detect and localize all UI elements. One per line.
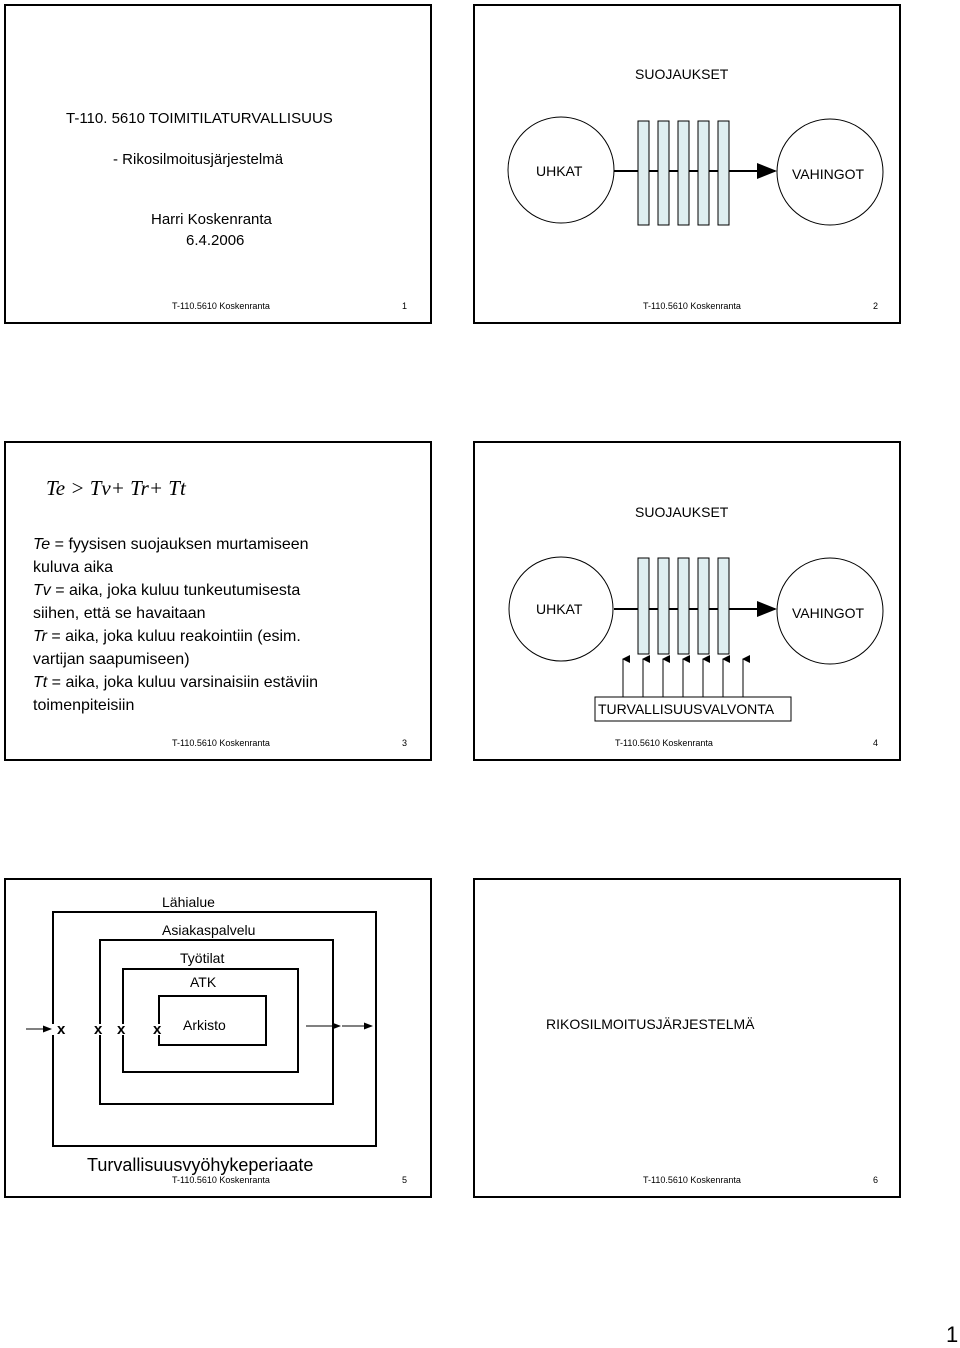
footer-left: T-110.5610 Koskenranta bbox=[615, 738, 713, 748]
definition-line: Tr = aika, joka kuluu reakointiin (esim. bbox=[33, 628, 301, 645]
slide-6 bbox=[473, 878, 901, 1198]
threats-label: UHKAT bbox=[536, 601, 583, 617]
definition-line: Tt = aika, joka kuluu varsinaisiin estäviin bbox=[33, 674, 319, 691]
zone-label-arkisto: Arkisto bbox=[183, 1017, 226, 1033]
protections-label: SUOJAUKSET bbox=[635, 504, 729, 520]
zone-label-atk: ATK bbox=[190, 974, 217, 990]
damages-label: VAHINGOT bbox=[792, 605, 865, 621]
slide-date: 6.4.2006 bbox=[186, 232, 245, 249]
footer-left: T-110.5610 Koskenranta bbox=[172, 1175, 270, 1185]
slide-4 bbox=[473, 441, 901, 761]
protection-bar bbox=[698, 121, 709, 225]
footer-page-number: 4 bbox=[873, 738, 879, 748]
protection-bar bbox=[658, 558, 669, 654]
protection-bar bbox=[678, 121, 689, 225]
footer-left: T-110.5610 Koskenranta bbox=[643, 1175, 741, 1185]
slide-subtitle: - Rikosilmoitusjärjestelmä bbox=[113, 151, 284, 168]
definition-line: kuluva aika bbox=[33, 559, 114, 576]
footer-left: T-110.5610 Koskenranta bbox=[172, 738, 270, 748]
breach-mark: x bbox=[153, 1021, 162, 1038]
definition-line: siihen, että se havaitaan bbox=[33, 605, 206, 622]
footer-page-number: 1 bbox=[402, 301, 408, 311]
footer-left: T-110.5610 Koskenranta bbox=[643, 301, 741, 311]
monitoring-label: TURVALLISUUSVALVONTA bbox=[598, 701, 775, 717]
zone-label-asiakaspalvelu: Asiakaspalvelu bbox=[162, 922, 256, 938]
footer-page-number: 5 bbox=[402, 1175, 408, 1185]
footer-page-number: 3 bbox=[402, 738, 408, 748]
breach-mark: x bbox=[57, 1021, 66, 1038]
slide-3 bbox=[4, 441, 432, 761]
footer-left: T-110.5610 Koskenranta bbox=[172, 301, 270, 311]
diagram-caption: Turvallisuusvyöhykeperiaate bbox=[87, 1155, 314, 1175]
protection-bar bbox=[658, 121, 669, 225]
protections-label: SUOJAUKSET bbox=[635, 66, 729, 82]
slide-author: Harri Koskenranta bbox=[151, 211, 272, 228]
protection-bar bbox=[638, 121, 649, 225]
protection-bar bbox=[718, 558, 729, 654]
protection-bar bbox=[678, 558, 689, 654]
footer-page-number: 2 bbox=[873, 301, 879, 311]
slide-text: RIKOSILMOITUSJÄRJESTELMÄ bbox=[546, 1016, 755, 1032]
damages-label: VAHINGOT bbox=[792, 166, 865, 182]
protection-bar bbox=[718, 121, 729, 225]
protection-bar bbox=[698, 558, 709, 654]
slide-1 bbox=[4, 4, 432, 324]
breach-mark: x bbox=[117, 1021, 126, 1038]
breach-mark: x bbox=[94, 1021, 103, 1038]
definitions bbox=[33, 533, 318, 717]
definition-line: Tv = aika, joka kuluu tunkeutumisesta bbox=[33, 582, 301, 599]
page-number: 1 bbox=[946, 1322, 959, 1347]
definition-line: toimenpiteisiin bbox=[33, 697, 135, 714]
threats-label: UHKAT bbox=[536, 163, 583, 179]
slide-2 bbox=[473, 4, 901, 324]
zone-label-tyotilat: Työtilat bbox=[180, 950, 225, 966]
definition-line: Te = fyysisen suojauksen murtamiseen bbox=[33, 536, 309, 553]
slide-title: T-110. 5610 TOIMITILATURVALLISUUS bbox=[66, 110, 333, 127]
zone-label-lahialue: Lähialue bbox=[162, 894, 215, 910]
footer-page-number: 6 bbox=[873, 1175, 879, 1185]
definition-line: vartijan saapumiseen) bbox=[33, 651, 190, 668]
protection-bar bbox=[638, 558, 649, 654]
slide-5 bbox=[4, 878, 432, 1198]
formula: Te > Tv+ Tr+ Tt bbox=[46, 476, 186, 500]
